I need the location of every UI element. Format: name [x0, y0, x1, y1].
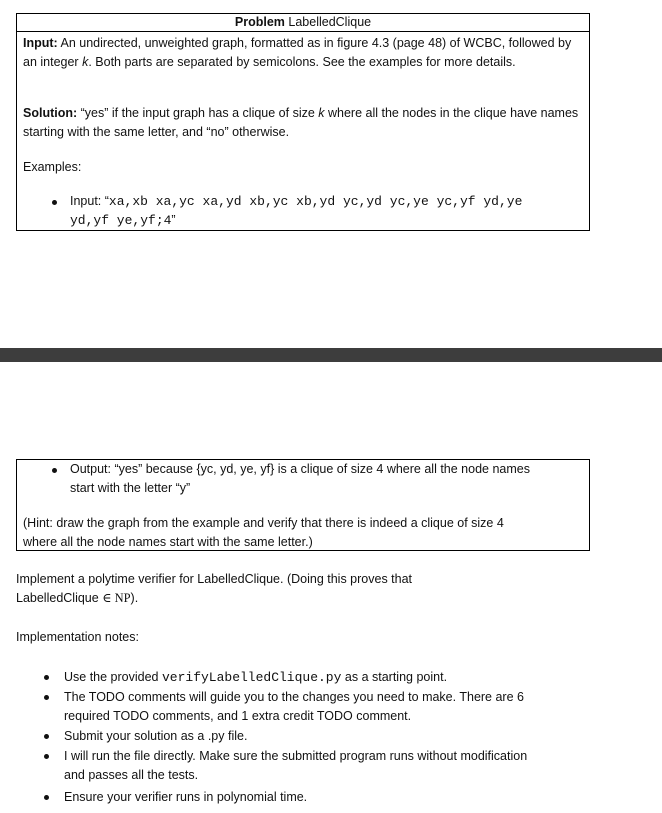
- note-4-line-2: and passes all the tests.: [64, 768, 199, 782]
- implement-line-2a: LabelledClique: [16, 591, 103, 605]
- np-notation: ∈ NP: [102, 591, 131, 605]
- bullet-icon: [44, 754, 49, 759]
- example-output: [70, 460, 585, 498]
- continued-box: [16, 459, 590, 551]
- example-input-line-2: yd,yf ye,yf;4: [70, 213, 172, 228]
- note-1: [64, 668, 644, 687]
- solution-text: “yes” if the input graph has a clique of size: [80, 106, 319, 120]
- hint-line-2: where all the node names start with the same letter.): [23, 535, 313, 549]
- problem-title-prefix: Problem: [234, 15, 285, 29]
- bullet-icon: [44, 795, 49, 800]
- note-3: Submit your solution as a .py file.: [64, 729, 248, 743]
- example-output-line-1: Output: “yes” because {yc, yd, ye, yf} is a clique of size 4 where all the node names: [70, 462, 530, 476]
- solution-text-2: where all the nodes in the clique have names starting with the same letter, and “no” otherwise.: [23, 106, 579, 139]
- bullet-icon: [52, 468, 57, 473]
- input-text: An undirected, unweighted graph, formatted as in figure 4.3 (page 48) of WCBC, followed by an integer: [23, 36, 572, 69]
- note-2-line-1: The TODO comments will guide you to the changes you need to make. There are 6: [64, 690, 524, 704]
- example-input-line-1: xa,xb xa,yc xa,yd xb,yc xb,yd yc,yd yc,ye yc,yf yd,ye: [108, 194, 523, 209]
- implement-line-2c: ).: [130, 591, 139, 605]
- solution-label: Solution:: [23, 106, 78, 120]
- input-description: [23, 34, 581, 72]
- notes-label: Implementation notes:: [16, 630, 139, 644]
- note-1-prefix: Use the provided: [64, 670, 162, 684]
- note-4-line-1: I will run the file directly. Make sure the submitted program runs without modification: [64, 749, 528, 763]
- solution-description: [23, 104, 581, 142]
- note-2: [64, 688, 644, 726]
- input-text-2: . Both parts are separated by semicolons. See the examples for more details.: [88, 55, 516, 69]
- note-4: [64, 747, 654, 785]
- example-output-line-2: start with the letter “y”: [70, 481, 191, 495]
- problem-box: [16, 13, 590, 231]
- problem-title: [17, 14, 589, 32]
- bullet-icon: [44, 695, 49, 700]
- implement-line-1: Implement a polytime verifier for LabelledClique. (Doing this proves that: [16, 572, 413, 586]
- bullet-icon: [52, 200, 57, 205]
- example-input-suffix: ”: [171, 213, 176, 227]
- note-1-suffix: as a starting point.: [341, 670, 448, 684]
- bullet-icon: [44, 675, 49, 680]
- bullet-icon: [44, 734, 49, 739]
- example-input: [70, 192, 580, 230]
- implement-paragraph: [16, 570, 636, 608]
- note-1-code: verifyLabelledClique.py: [161, 670, 342, 685]
- input-label: Input:: [23, 36, 58, 50]
- note-5: Ensure your verifier runs in polynomial time.: [64, 790, 308, 804]
- note-2-line-2: required TODO comments, and 1 extra credit TODO comment.: [64, 709, 412, 723]
- solution-k: k: [318, 106, 325, 120]
- examples-label: Examples:: [23, 160, 82, 174]
- page-break-divider: [0, 348, 662, 362]
- hint-line-1: (Hint: draw the graph from the example and verify that there is indeed a clique of size 4: [23, 516, 504, 530]
- problem-title-name: LabelledClique: [288, 15, 372, 29]
- example-input-prefix: Input: “: [70, 194, 109, 208]
- input-k: k: [82, 55, 89, 69]
- hint-text: [23, 514, 581, 552]
